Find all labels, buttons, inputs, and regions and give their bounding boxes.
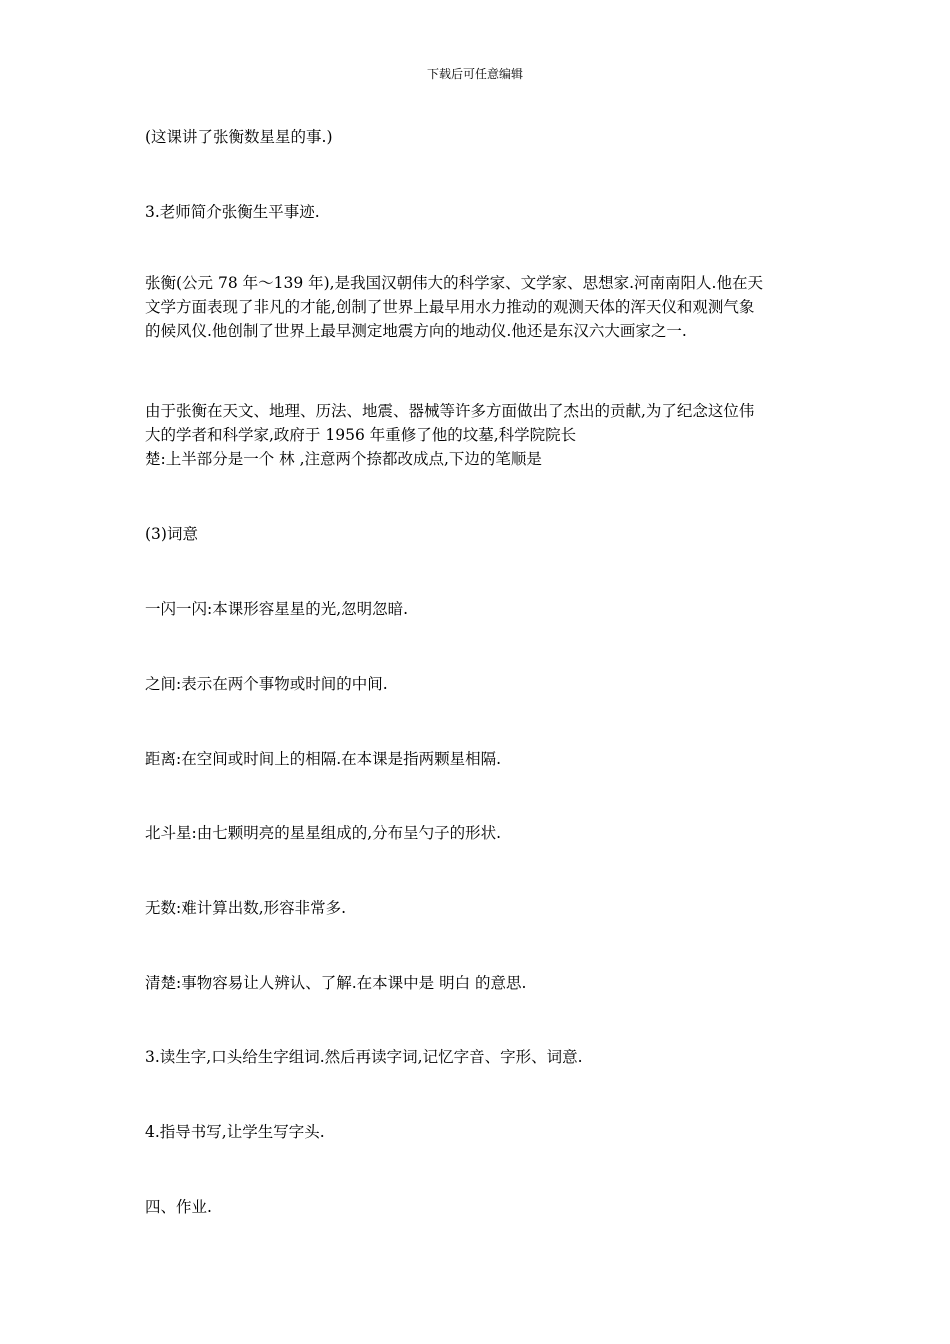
text-line-step3-intro: 3.老师简介张衡生平事迹. (145, 203, 320, 221)
text-line-step3-read: 3.读生字,口头给生字组词.然后再读字词,记忆字音、字形、词意. (145, 1048, 583, 1066)
paragraph-zhangheng-honor (145, 399, 810, 471)
paragraph-line: 楚:上半部分是一个 林 ,注意两个捺都改成点,下边的笔顺是 (145, 450, 542, 468)
word-meaning-beidouxing: 北斗星:由七颗明亮的星星组成的,分布呈勺子的形状. (145, 824, 502, 842)
word-meaning-zhijian: 之间:表示在两个事物或时间的中间. (145, 675, 388, 693)
paragraph-line: 张衡(公元 78 年～139 年),是我国汉朝伟大的科学家、文学家、思想家.河南南阳人.他在天 (145, 274, 763, 292)
word-meaning-juli: 距离:在空间或时间上的相隔.在本课是指两颗星相隔. (145, 750, 502, 768)
paragraph-line: 大的学者和科学家,政府于 1956 年重修了他的坟墓,科学院院长 (145, 426, 577, 444)
paragraph-line: 文学方面表现了非凡的才能,创制了世界上最早用水力推动的观测天体的浑天仪和观测气象 (145, 298, 755, 316)
paragraph-zhangheng-bio (145, 271, 810, 343)
text-line-summary: (这课讲了张衡数星星的事.) (145, 128, 333, 146)
page-header: 下载后可任意编辑 (426, 67, 523, 81)
paragraph-line: 的候风仪.他创制了世界上最早测定地震方向的地动仪.他还是东汉六大画家之一. (145, 322, 687, 340)
word-meaning-qingchu: 清楚:事物容易让人辨认、了解.在本课中是 明白 的意思. (145, 974, 527, 992)
text-line-step4-write: 4.指导书写,让学生写字头. (145, 1123, 325, 1141)
section-word-meanings: (3)词意 (145, 525, 198, 543)
word-meaning-wushu: 无数:难计算出数,形容非常多. (145, 899, 347, 917)
paragraph-line: 由于张衡在天文、地理、历法、地震、器械等许多方面做出了杰出的贡献,为了纪念这位伟 (145, 402, 755, 420)
word-meaning-yishanyishan: 一闪一闪:本课形容星星的光,忽明忽暗. (145, 600, 409, 618)
section-homework: 四、作业. (145, 1198, 212, 1216)
